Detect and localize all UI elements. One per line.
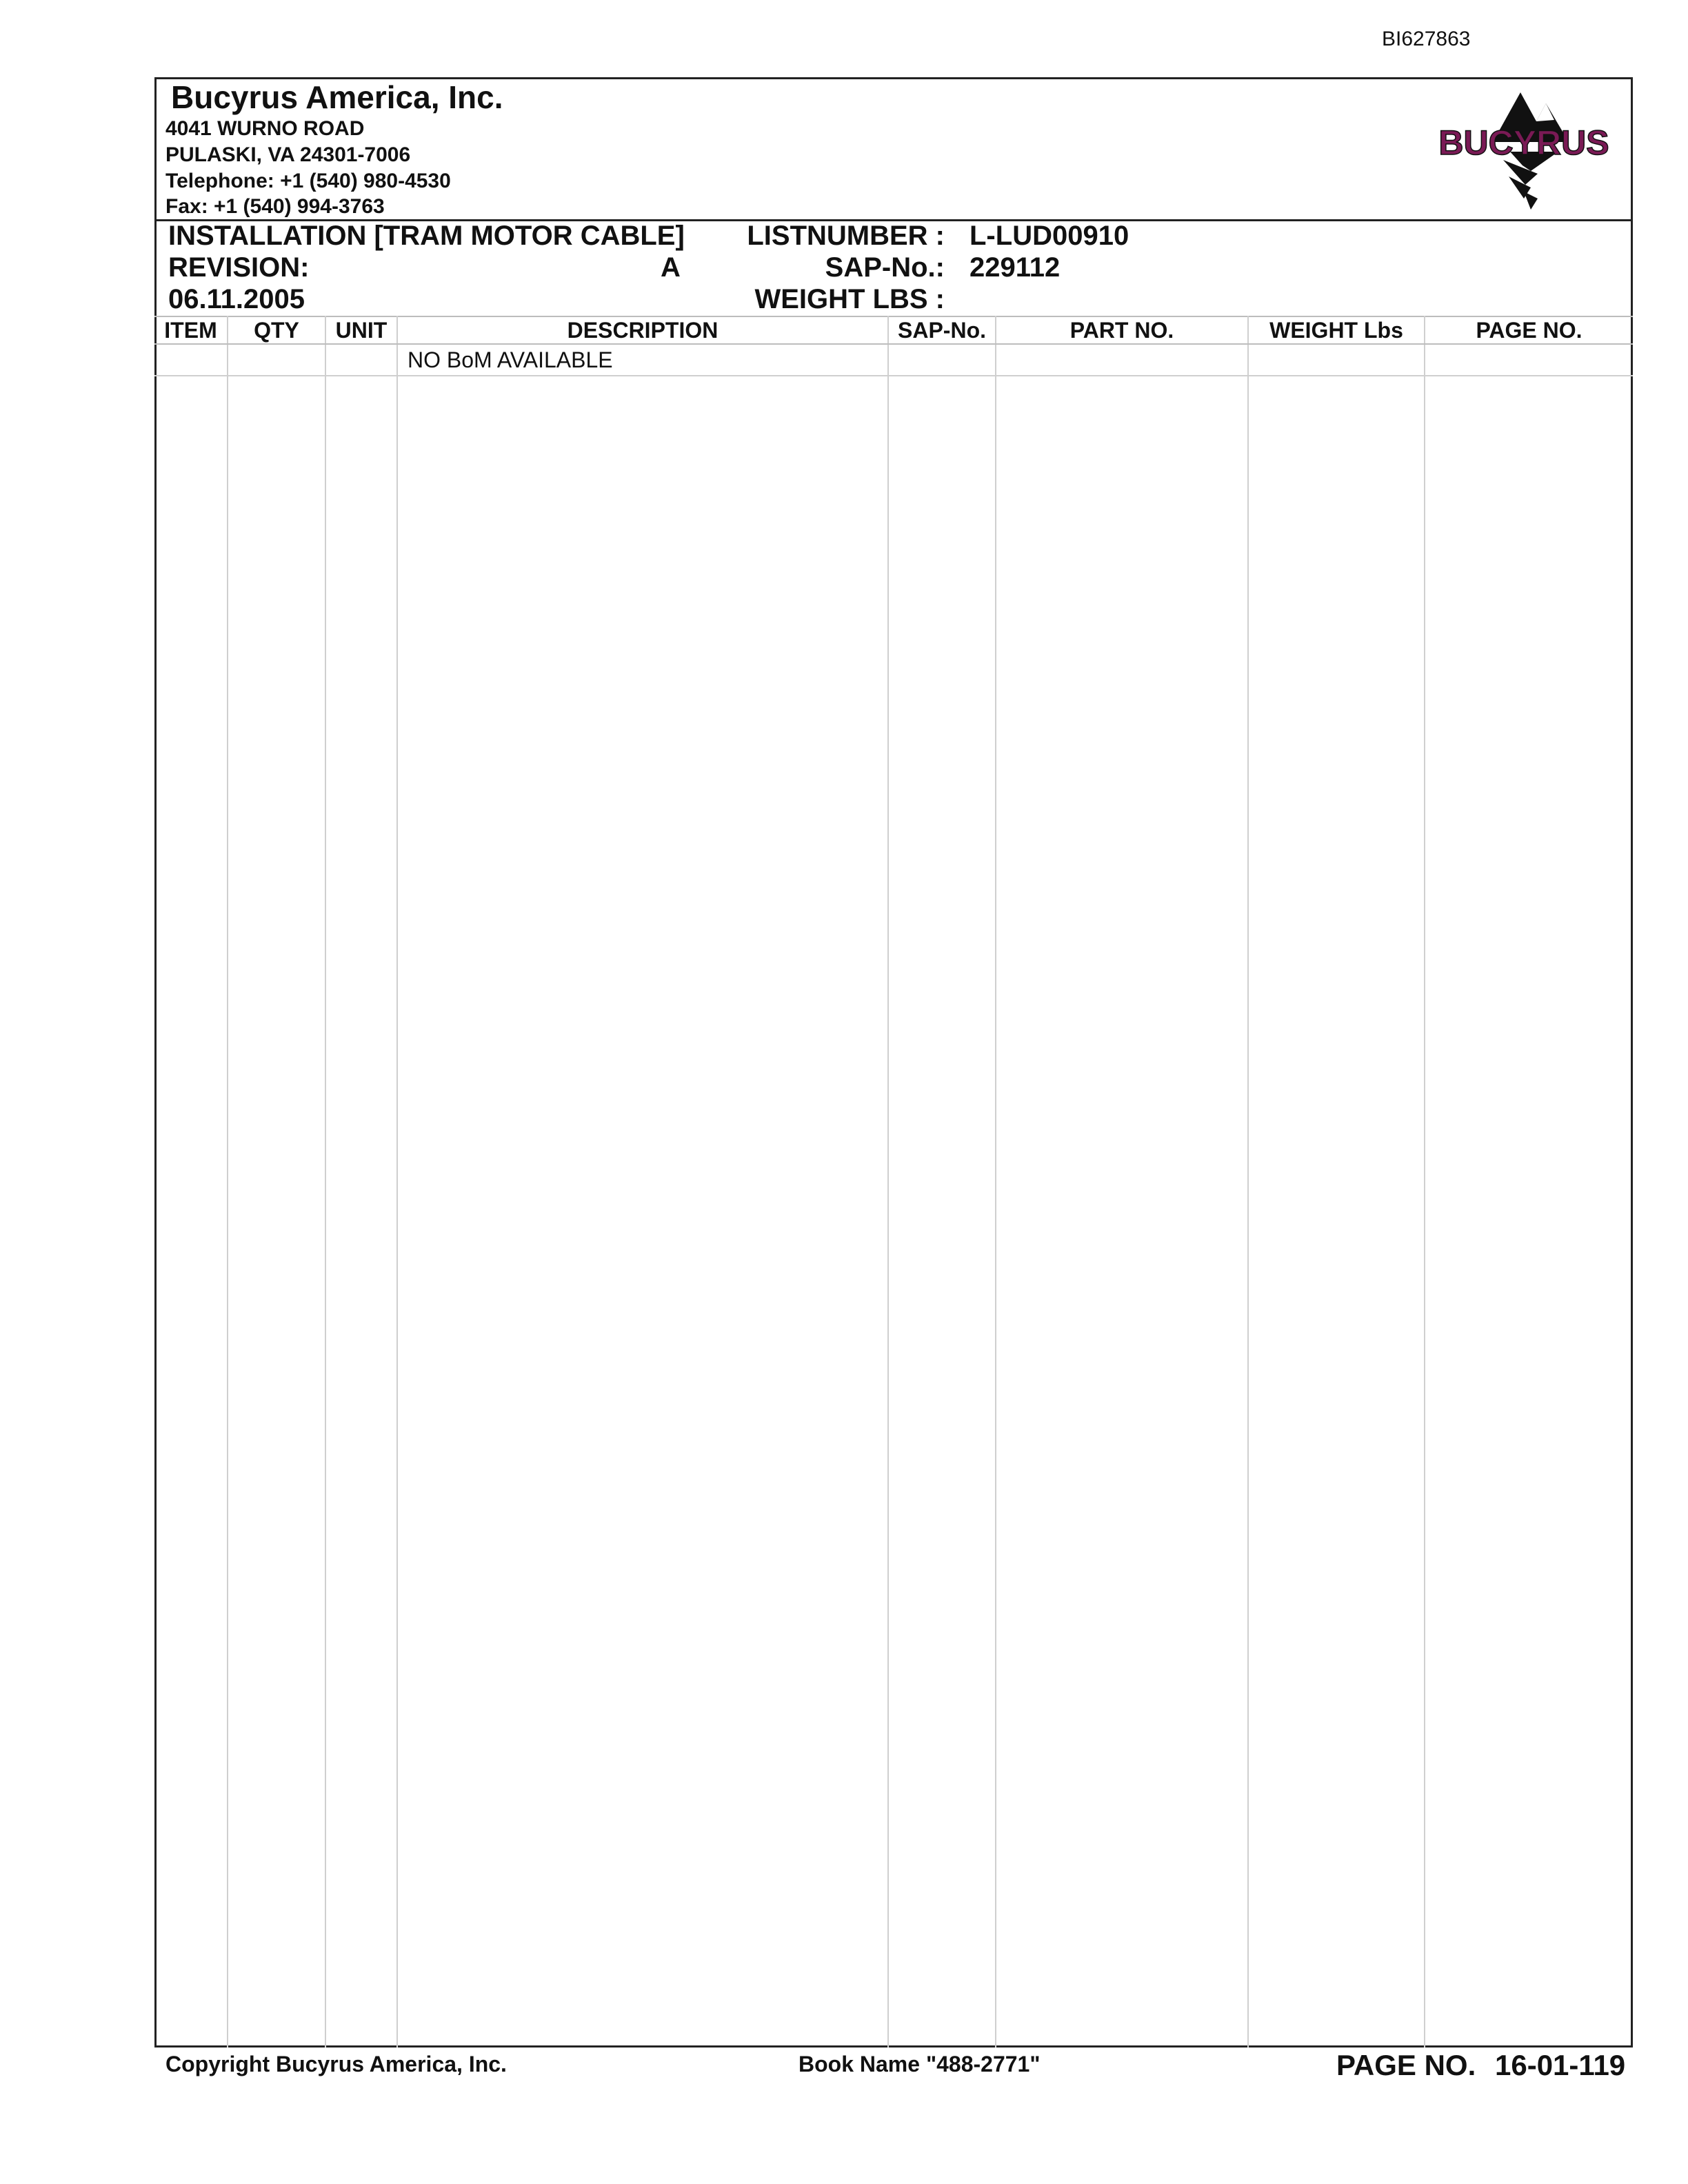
listnumber-label: LISTNUMBER : [747, 221, 945, 251]
cell-item [154, 344, 228, 376]
column-header-unit: UNIT [325, 316, 397, 344]
company-name: Bucyrus America, Inc. [171, 79, 503, 115]
column-header-page-no: PAGE NO. [1425, 316, 1633, 344]
address-line-1: 4041 WURNO ROAD [165, 117, 365, 140]
page-number-label: PAGE NO. [1336, 2049, 1476, 2081]
table-row [154, 344, 1633, 376]
listnumber-value: L-LUD00910 [969, 221, 1129, 251]
column-header-sap-no: SAP-No. [888, 316, 996, 344]
cell-part-no [996, 344, 1248, 376]
revision-value: A [661, 252, 681, 283]
address-line-2: PULASKI, VA 24301-7006 [165, 143, 411, 166]
telephone: Telephone: +1 (540) 980-4530 [165, 170, 451, 192]
sap-number-label: SAP-No.: [825, 252, 945, 283]
table-empty-area [154, 376, 1633, 2048]
table-header-row [154, 316, 1633, 344]
page-number-value: 16-01-119 [1495, 2049, 1626, 2081]
cell-qty [228, 344, 325, 376]
column-header-weight: WEIGHT Lbs [1248, 316, 1425, 344]
document-id: BI627863 [1382, 28, 1471, 50]
cell-page-no [1425, 344, 1633, 376]
column-header-qty: QTY [228, 316, 325, 344]
bucyrus-logo [1427, 88, 1620, 212]
book-name: Book Name "488-2771" [798, 2052, 1041, 2076]
revision-label: REVISION: [168, 252, 310, 283]
logo-wordmark: BUCYRUS [1438, 123, 1609, 162]
cell-weight [1248, 344, 1425, 376]
column-header-description: DESCRIPTION [397, 316, 888, 344]
cell-sap-no [888, 344, 996, 376]
column-header-item: ITEM [154, 316, 228, 344]
column-header-part-no: PART NO. [996, 316, 1248, 344]
cell-unit [325, 344, 397, 376]
weight-label: WEIGHT LBS : [754, 284, 945, 314]
list-title: INSTALLATION [TRAM MOTOR CABLE] [168, 221, 685, 251]
copyright-notice: Copyright Bucyrus America, Inc. [165, 2052, 507, 2076]
bom-table [154, 316, 1633, 2048]
fax: Fax: +1 (540) 994-3763 [165, 195, 385, 218]
cell-description: NO BoM AVAILABLE [397, 344, 888, 376]
document-date: 06.11.2005 [168, 284, 305, 314]
sap-number-value: 229112 [969, 252, 1061, 283]
